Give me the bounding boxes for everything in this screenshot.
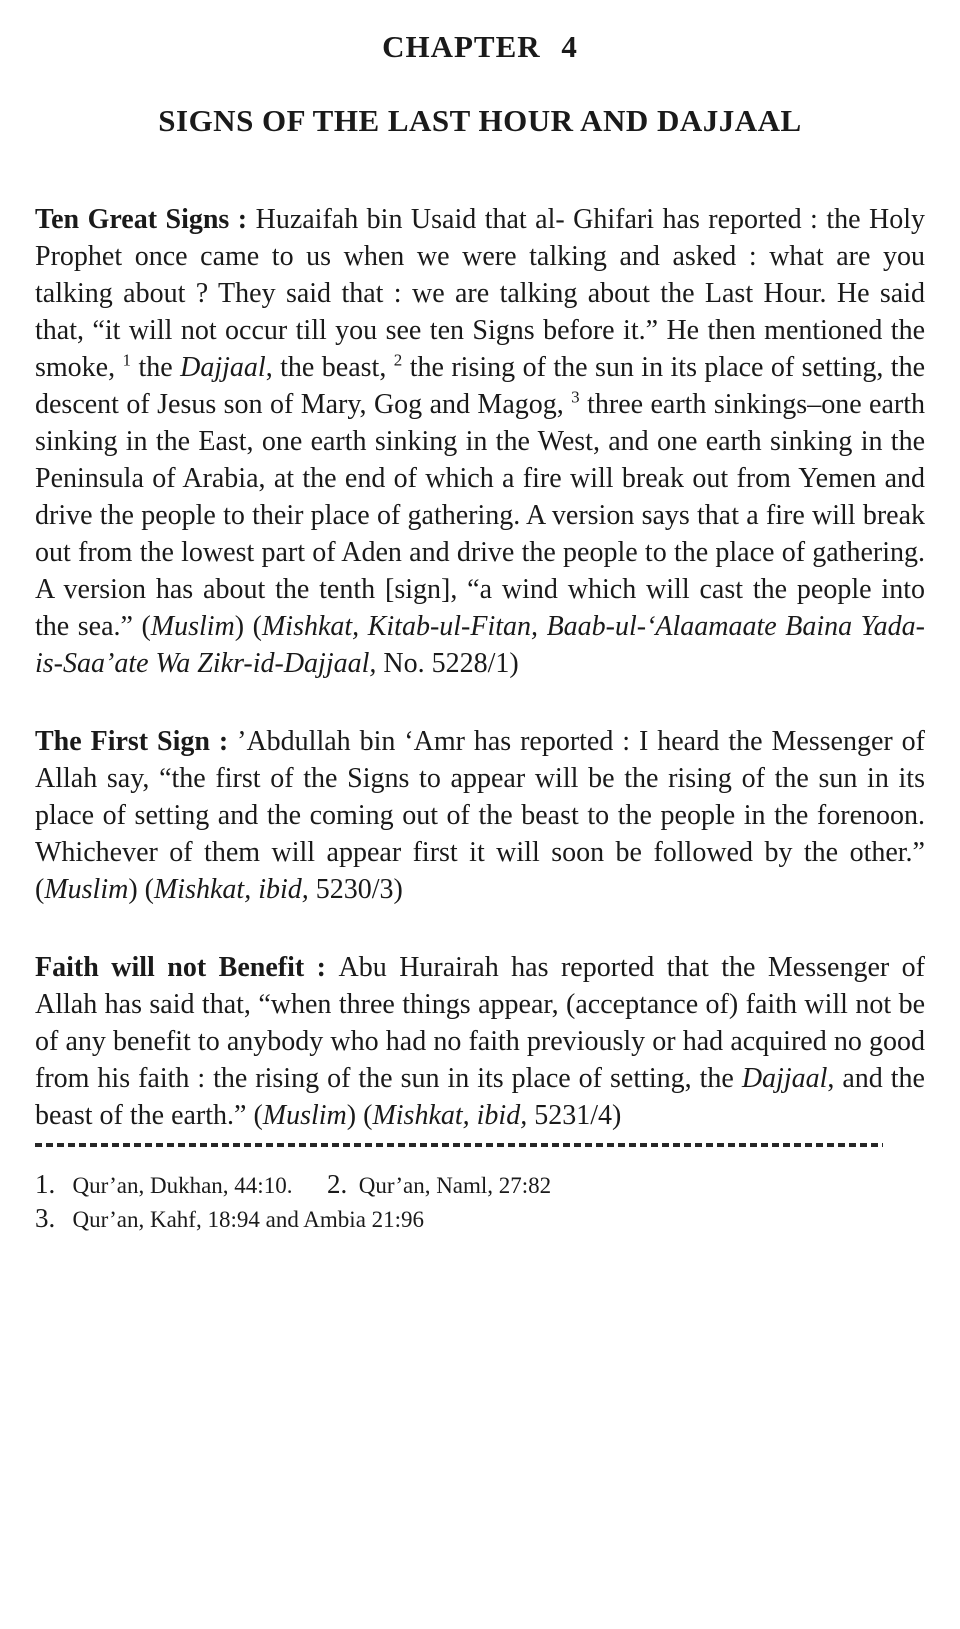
text-run: 1. xyxy=(35,1169,56,1199)
footnotes xyxy=(35,1168,925,1236)
footnote-line-2 xyxy=(35,1202,925,1236)
text-run: Faith will not Benefit : xyxy=(35,952,339,983)
paragraph-ten-great-signs xyxy=(35,201,925,682)
footnote-marker: 1 xyxy=(122,350,132,370)
footnote-line-1 xyxy=(35,1168,925,1202)
text-run: ’Abdullah bin ‘Amr has reported : I heard the Messenger of Allah say, “the first of the Signs to appear will be the rising of the sun in its place of setting and the coming out of the beast to the people in the forenoon. Whichever of them will appear first it will soon be followed by the other.” ( xyxy=(35,726,925,905)
text-run: Mishkat, ibid, xyxy=(372,1100,528,1131)
text-run: Dajjaal xyxy=(741,1063,828,1094)
paragraph-the-first-sign xyxy=(35,723,925,908)
text-run: Qur’an, Naml, 27:82 xyxy=(347,1173,552,1198)
text-run: ) ( xyxy=(128,874,154,905)
text-run: Abu Hurairah has reported that the Messenger of Allah has said that, “when three things appear, (acceptance of) faith will not be of any benefit to anybody who had no faith previously or had acquired no good from his faith : the rising of the sun in its place of setting, the xyxy=(35,952,926,1094)
footnote-marker: 3 xyxy=(571,387,580,407)
text-run: the rising of the sun in its place of setting, the descent of Jesus son of Mary, Gog and Magog, xyxy=(35,352,925,420)
text-run: three earth sinkings–one earth sinking in the East, one earth sinking in the West, and one earth sinking in the Peninsula of Arabia, at the end of which a fire will break out from Yemen and drive the people to their place of gathering. A version says that a fire will break out from the lowest part of Aden and drive the people to the place of gathering. A version has about the tenth [sign], “a wind which will cast the people into the sea.” ( xyxy=(35,389,925,642)
text-run: The First Sign : xyxy=(35,726,238,757)
footnote-separator xyxy=(35,1143,883,1147)
text-run: Muslim xyxy=(150,611,235,642)
text-run: , the beast, xyxy=(265,352,394,383)
footnote-marker: 2 xyxy=(393,350,403,370)
text-run: Qur’an, Dukhan, 44:10. xyxy=(55,1173,327,1198)
text-run: 3. xyxy=(35,1203,56,1233)
chapter-title: SIGNS OF THE LAST HOUR AND DAJJAAL xyxy=(158,103,802,138)
text-run: Mishkat, ibid, xyxy=(153,874,309,905)
text-run: Mishkat, Kitab-ul-Fitan, Baab-ul-‘Alaamaate Baina Yada-is-Saa’ate Wa Zikr-id-Dajjaal, xyxy=(35,611,925,679)
text-run: Dajjaal xyxy=(180,352,266,383)
text-run: Ten Great Signs : xyxy=(35,204,256,235)
text-run: ) ( xyxy=(234,611,262,642)
paragraph-faith-will-not-benefit xyxy=(35,949,925,1134)
text-run: 2. xyxy=(326,1169,348,1199)
text-run: Qur’an, Kahf, 18:94 and Ambia 21:96 xyxy=(55,1207,425,1232)
text-run: , and the beast of the earth.” ( xyxy=(35,1063,925,1131)
text-run: Muslim xyxy=(44,874,129,905)
text-run: 5231/4) xyxy=(527,1100,622,1131)
body-text xyxy=(35,201,925,1134)
text-run: ) ( xyxy=(346,1100,373,1131)
chapter-heading: CHAPTER 4 xyxy=(382,29,578,64)
text-run: 5230/3) xyxy=(308,874,403,905)
text-run: Muslim xyxy=(262,1100,347,1131)
text-run: the xyxy=(131,352,181,383)
text-run: Huzaifah bin Usaid that al- Ghifari has reported : the Holy Prophet once came to us when we were talking and asked : what are you talking about ? They said that : we are talking about the Last Hour. He said that, “it will not occur till you see ten Signs before it.” He then mentioned the smoke, xyxy=(35,204,925,383)
text-run: No. 5228/1) xyxy=(376,648,519,679)
